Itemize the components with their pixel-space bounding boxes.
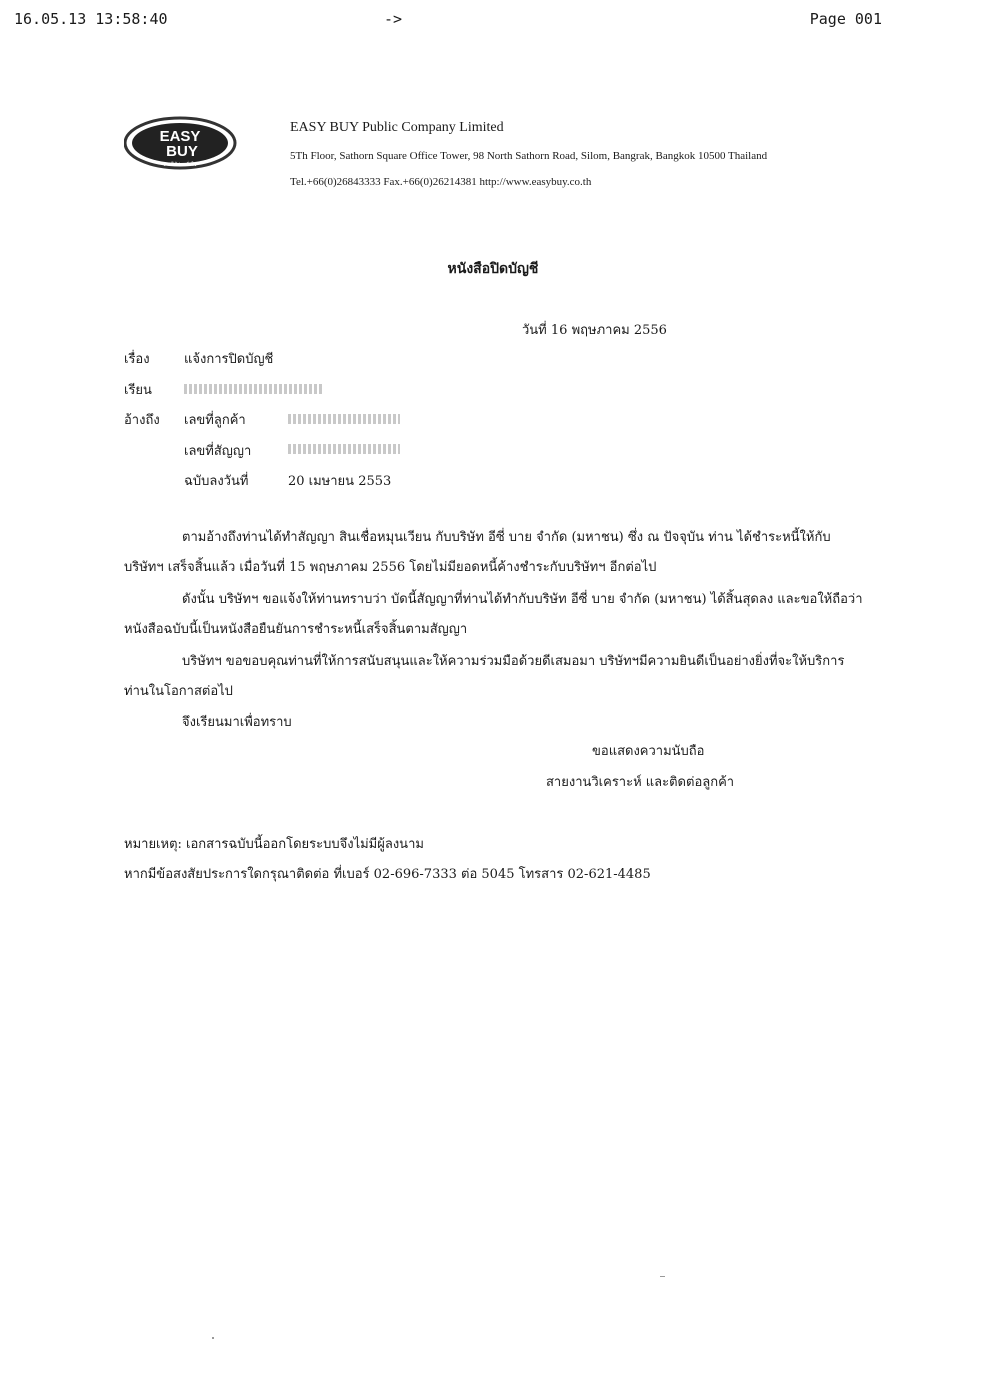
paragraph-3: บริษัทฯ ขอขอบคุณท่านที่ให้การสนับสนุนและให้ความร่วมมือด้วยดีเสมอมา บริษัทฯมีความยินดีเป็นอย่างยิ่งที่จะให้บริการท่านในโอกาสต่อไป: [124, 654, 845, 699]
closing-regards: ขอแสดงความนับถือ: [592, 744, 705, 759]
contract-number-label: เลขที่สัญญา: [184, 444, 252, 459]
note-line-1: หมายเหตุ: เอกสารฉบับนี้ออกโดยระบบจึงไม่มีผู้ลงนาม: [124, 837, 424, 852]
dated-label: ฉบับลงวันที่: [184, 474, 249, 489]
company-name: EASY BUY Public Company Limited: [290, 120, 504, 135]
redacted-recipient: [184, 384, 324, 394]
to-label: เรียน: [124, 383, 152, 398]
paragraph-4: จึงเรียนมาเพื่อทราบ: [182, 715, 292, 730]
fax-page-number: Page 001: [809, 10, 882, 28]
letterhead: [124, 112, 844, 197]
dated-value: 20 เมษายน 2553: [288, 474, 392, 489]
closing-department: สายงานวิเคราะห์ และติดต่อลูกค้า: [546, 775, 735, 790]
fax-header: [14, 10, 882, 32]
note-line-2: หากมีข้อสงสัยประการใดกรุณาติดต่อ ที่เบอร์ 02-696-7333 ต่อ 5045 โทรสาร 02-621-4485: [124, 867, 651, 882]
fax-datetime: 16.05.13 13:58:40: [14, 10, 168, 28]
redacted-contract-number: [288, 444, 400, 454]
customer-number-label: เลขที่ลูกค้า: [184, 413, 246, 428]
easy-buy-logo: [124, 116, 250, 170]
logo-tagline: ง่ายได้ง่ายดั่งใจ: [163, 162, 197, 168]
company-contact: Tel.+66(0)26843333 Fax.+66(0)26214381 http://www.easybuy.co.th: [290, 176, 592, 188]
paragraph-1: ตามอ้างถึงท่านได้ทำสัญญา สินเชื่อหมุนเวียน กับบริษัท อีซี่ บาย จำกัด (มหาชน) ซึ่ง ณ ปัจจุบัน ท่าน ได้ชำระหนี้ให้กับบริษัทฯ เสร็จสิ้นแล้ว เมื่อวันที่ 15 พฤษภาคม 2556 โดยไม่มียอดหนี้ค้างชำระกับบริษัทฯ อีกต่อไป: [124, 530, 831, 575]
scan-speck: [660, 1276, 665, 1277]
subject-label: เรื่อง: [124, 352, 150, 367]
paragraph-2: ดังนั้น บริษัทฯ ขอแจ้งให้ท่านทราบว่า บัดนี้สัญญาที่ท่านได้ทำกับบริษัท อีซี่ บาย จำกัด (มหาชน) ได้สิ้นสุดลง และขอให้ถือว่าหนังสือฉบับนี้เป็นหนังสือยืนยันการชำระหนี้เสร็จสิ้นตามสัญญา: [124, 592, 863, 637]
logo-text-top: EASY: [159, 128, 201, 145]
fax-arrow: ->: [384, 10, 403, 28]
reference-label: อ้างถึง: [124, 413, 160, 428]
redacted-customer-number: [288, 414, 400, 424]
subject-value: แจ้งการปิดบัญชี: [184, 352, 274, 367]
scan-speck: [212, 1337, 214, 1339]
document-title: หนังสือปิดบัญชี: [447, 261, 539, 277]
document-date: วันที่ 16 พฤษภาคม 2556: [522, 323, 667, 338]
company-address: 5Th Floor, Sathorn Square Office Tower, 98 North Sathorn Road, Silom, Bangrak, Bangkok 10500 Thailand: [290, 150, 768, 162]
logo-text-bottom: BUY: [166, 143, 198, 160]
